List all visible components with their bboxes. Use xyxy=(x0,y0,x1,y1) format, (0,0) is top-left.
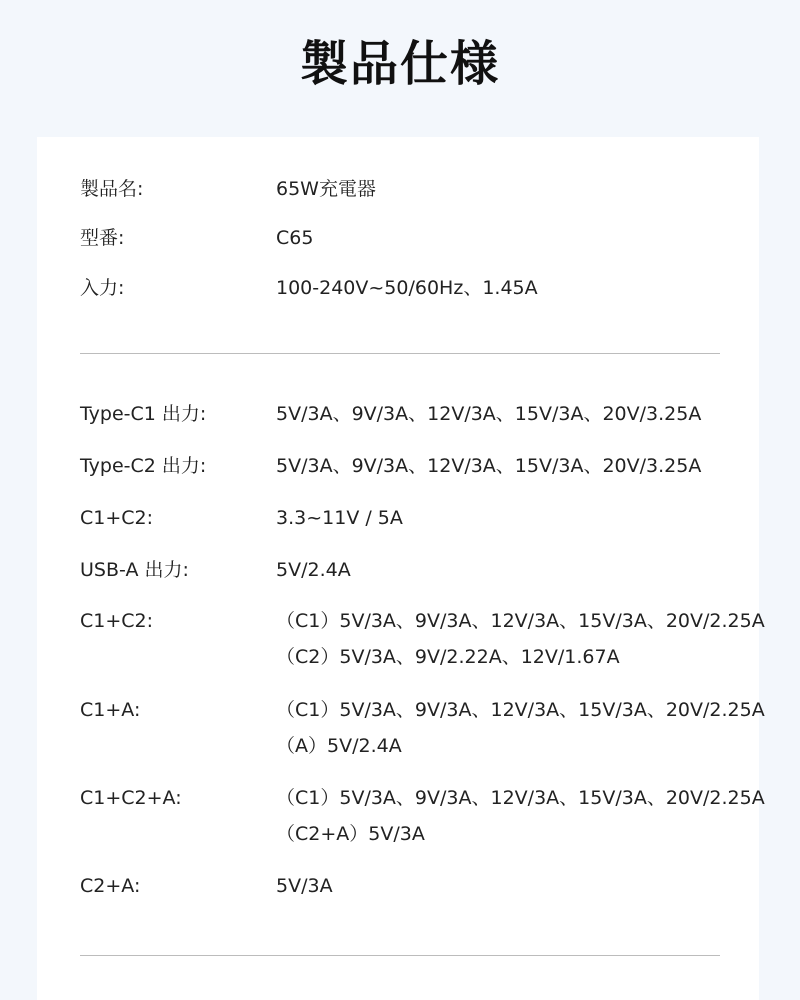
spec-value-line: （C1）5V/3A、9V/3A、12V/3A、15V/3A、20V/2.25A xyxy=(276,610,765,632)
spec-label: C1+C2: xyxy=(80,507,154,529)
spec-value: 5V/3A、9V/3A、12V/3A、15V/3A、20V/3.25A xyxy=(276,403,702,425)
spec-label: 型番: xyxy=(80,227,125,249)
spec-value: 5V/2.4A xyxy=(276,559,351,581)
spec-value xyxy=(276,603,765,675)
spec-value-line: （C1）5V/3A、9V/3A、12V/3A、15V/3A、20V/2.25A xyxy=(276,787,765,809)
spec-value-line: （C1）5V/3A、9V/3A、12V/3A、15V/3A、20V/2.25A xyxy=(276,699,765,721)
spec-label: 入力: xyxy=(80,277,125,299)
spec-value: 65W充電器 xyxy=(276,178,376,200)
spec-label: Type-C1 出力: xyxy=(80,403,207,425)
spec-value-line: （A）5V/2.4A xyxy=(276,735,402,757)
spec-label: 製品名: xyxy=(80,178,144,200)
spec-value-line: （C2）5V/3A、9V/2.22A、12V/1.67A xyxy=(276,646,620,668)
spec-value xyxy=(276,780,765,852)
spec-card xyxy=(37,137,765,1000)
spec-label: USB-A 出力: xyxy=(80,559,189,581)
spec-label: C1+A: xyxy=(80,699,141,721)
spec-label: C1+C2+A: xyxy=(80,787,182,809)
spec-label: Type-C2 出力: xyxy=(80,455,207,477)
spec-label: C1+C2: xyxy=(80,610,154,632)
spec-label: C2+A: xyxy=(80,875,141,897)
spec-value: C65 xyxy=(276,227,314,249)
spec-value: 5V/3A xyxy=(276,875,333,897)
page-title: 製品仕様 xyxy=(299,36,500,92)
spec-value: 100-240V~50/60Hz、1.45A xyxy=(276,277,538,299)
spec-value: 3.3~11V / 5A xyxy=(276,507,403,529)
spec-value: 5V/3A、9V/3A、12V/3A、15V/3A、20V/3.25A xyxy=(276,455,702,477)
section-divider xyxy=(80,353,720,354)
spec-value xyxy=(276,692,765,764)
section-divider xyxy=(80,955,720,956)
spec-value-line: （C2+A）5V/3A xyxy=(276,823,425,845)
